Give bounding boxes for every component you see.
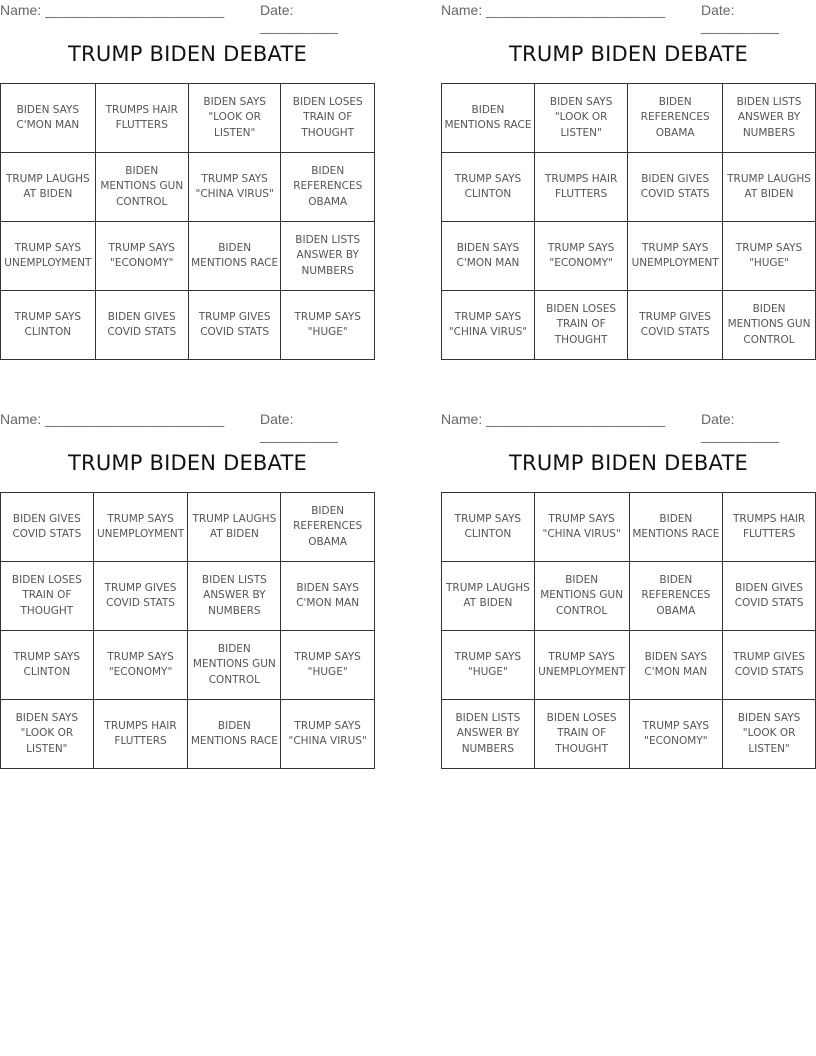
bingo-cell[interactable]: TRUMP GIVES COVID STATS xyxy=(628,291,723,360)
bingo-cell[interactable]: BIDEN MENTIONS RACE xyxy=(188,222,281,291)
bingo-cell[interactable]: BIDEN MENTIONS GUN CONTROL xyxy=(188,631,281,700)
bingo-cell[interactable]: TRUMP SAYS CLINTON xyxy=(1,631,94,700)
bingo-cell[interactable]: BIDEN LOSES TRAIN OF THOUGHT xyxy=(1,562,94,631)
bingo-cell[interactable]: TRUMPS HAIR FLUTTERS xyxy=(95,84,188,153)
bingo-cell[interactable]: TRUMP SAYS CLINTON xyxy=(442,493,535,562)
bingo-cell[interactable]: TRUMP SAYS UNEMPLOYMENT xyxy=(93,493,188,562)
grid-row xyxy=(1,153,375,222)
card-header xyxy=(441,0,816,34)
bingo-cell[interactable]: BIDEN GIVES COVID STATS xyxy=(723,562,816,631)
name-field[interactable]: Name: _______________________ xyxy=(0,2,225,18)
grid-row xyxy=(442,493,816,562)
bingo-cell[interactable]: BIDEN SAYS "LOOK OR LISTEN" xyxy=(723,700,816,769)
date-field[interactable]: Date: __________ xyxy=(260,2,338,34)
date-field[interactable]: Date: __________ xyxy=(260,411,338,443)
bingo-cell[interactable]: TRUMP SAYS "HUGE" xyxy=(442,631,535,700)
bingo-cell[interactable]: TRUMP SAYS "HUGE" xyxy=(281,291,375,360)
bingo-cell[interactable]: TRUMP SAYS UNEMPLOYMENT xyxy=(628,222,723,291)
grid-row xyxy=(442,631,816,700)
bingo-cell[interactable]: BIDEN REFERENCES OBAMA xyxy=(281,153,375,222)
bingo-cell[interactable]: TRUMP SAYS CLINTON xyxy=(442,153,535,222)
grid-row xyxy=(442,84,816,153)
bingo-cell[interactable]: BIDEN MENTIONS RACE xyxy=(629,493,723,562)
bingo-cell[interactable]: BIDEN REFERENCES OBAMA xyxy=(629,562,723,631)
grid-row xyxy=(1,700,375,769)
bingo-cell[interactable]: BIDEN LOSES TRAIN OF THOUGHT xyxy=(281,84,375,153)
bingo-cell[interactable]: BIDEN SAYS C'MON MAN xyxy=(1,84,96,153)
bingo-grid xyxy=(441,492,816,769)
bingo-cell[interactable]: BIDEN SAYS "LOOK OR LISTEN" xyxy=(1,700,94,769)
name-field[interactable]: Name: _______________________ xyxy=(441,411,666,427)
bingo-cell[interactable]: BIDEN SAYS C'MON MAN xyxy=(281,562,375,631)
grid-row xyxy=(1,493,375,562)
bingo-cell[interactable]: TRUMP SAYS "CHINA VIRUS" xyxy=(188,153,281,222)
bingo-cell[interactable]: BIDEN LISTS ANSWER BY NUMBERS xyxy=(188,562,281,631)
bingo-cell[interactable]: TRUMP SAYS "HUGE" xyxy=(723,222,816,291)
bingo-cell[interactable]: TRUMP SAYS UNEMPLOYMENT xyxy=(534,631,629,700)
bingo-cell[interactable]: BIDEN LISTS ANSWER BY NUMBERS xyxy=(723,84,816,153)
bingo-cell[interactable]: TRUMP GIVES COVID STATS xyxy=(188,291,281,360)
bingo-cell[interactable]: BIDEN LOSES TRAIN OF THOUGHT xyxy=(534,291,627,360)
bingo-cell[interactable]: BIDEN GIVES COVID STATS xyxy=(1,493,94,562)
bingo-grid xyxy=(0,492,375,769)
grid-row xyxy=(442,291,816,360)
bingo-cell[interactable]: TRUMP SAYS CLINTON xyxy=(1,291,96,360)
bingo-cell[interactable]: TRUMP SAYS "HUGE" xyxy=(281,631,375,700)
card-title: TRUMP BIDEN DEBATE xyxy=(68,451,307,475)
bingo-cell[interactable]: BIDEN REFERENCES OBAMA xyxy=(281,493,375,562)
bingo-cell[interactable]: TRUMPS HAIR FLUTTERS xyxy=(723,493,816,562)
card-header xyxy=(0,409,375,443)
bingo-cell[interactable]: TRUMP GIVES COVID STATS xyxy=(93,562,188,631)
bingo-cell[interactable]: TRUMP SAYS "CHINA VIRUS" xyxy=(534,493,629,562)
bingo-cell[interactable]: BIDEN SAYS "LOOK OR LISTEN" xyxy=(534,84,627,153)
grid-row xyxy=(442,222,816,291)
card-title: TRUMP BIDEN DEBATE xyxy=(509,451,748,475)
bingo-cell[interactable]: TRUMP SAYS "ECONOMY" xyxy=(629,700,723,769)
bingo-cell[interactable]: BIDEN LOSES TRAIN OF THOUGHT xyxy=(534,700,629,769)
name-field[interactable]: Name: _______________________ xyxy=(0,411,225,427)
name-field[interactable]: Name: _______________________ xyxy=(441,2,666,18)
bingo-cell[interactable]: TRUMPS HAIR FLUTTERS xyxy=(534,153,627,222)
bingo-cell[interactable]: TRUMP GIVES COVID STATS xyxy=(723,631,816,700)
bingo-cell[interactable]: BIDEN SAYS C'MON MAN xyxy=(442,222,535,291)
grid-row xyxy=(1,84,375,153)
bingo-cell[interactable]: TRUMP SAYS "ECONOMY" xyxy=(95,222,188,291)
bingo-cell[interactable]: BIDEN MENTIONS RACE xyxy=(188,700,281,769)
bingo-cell[interactable]: BIDEN SAYS "LOOK OR LISTEN" xyxy=(188,84,281,153)
bingo-cell[interactable]: BIDEN SAYS C'MON MAN xyxy=(629,631,723,700)
card-title: TRUMP BIDEN DEBATE xyxy=(68,42,307,66)
bingo-cell[interactable]: TRUMP LAUGHS AT BIDEN xyxy=(442,562,535,631)
grid-row xyxy=(442,562,816,631)
grid-row xyxy=(1,222,375,291)
bingo-grid xyxy=(441,83,816,360)
bingo-cell[interactable]: BIDEN GIVES COVID STATS xyxy=(628,153,723,222)
grid-row xyxy=(1,291,375,360)
bingo-cell[interactable]: BIDEN MENTIONS GUN CONTROL xyxy=(95,153,188,222)
bingo-cell[interactable]: TRUMP SAYS "ECONOMY" xyxy=(93,631,188,700)
grid-row xyxy=(1,631,375,700)
date-field[interactable]: Date: __________ xyxy=(701,411,779,443)
grid-row xyxy=(442,700,816,769)
bingo-cell[interactable]: BIDEN REFERENCES OBAMA xyxy=(628,84,723,153)
card-header xyxy=(0,0,375,34)
grid-row xyxy=(442,153,816,222)
bingo-cell[interactable]: BIDEN LISTS ANSWER BY NUMBERS xyxy=(442,700,535,769)
bingo-cell[interactable]: TRUMP LAUGHS AT BIDEN xyxy=(723,153,816,222)
bingo-cell[interactable]: BIDEN MENTIONS GUN CONTROL xyxy=(723,291,816,360)
bingo-cell[interactable]: TRUMP SAYS "ECONOMY" xyxy=(534,222,627,291)
bingo-cell[interactable]: BIDEN LISTS ANSWER BY NUMBERS xyxy=(281,222,375,291)
bingo-cell[interactable]: BIDEN MENTIONS RACE xyxy=(442,84,535,153)
bingo-cell[interactable]: TRUMP SAYS UNEMPLOYMENT xyxy=(1,222,96,291)
card-title: TRUMP BIDEN DEBATE xyxy=(509,42,748,66)
bingo-cell[interactable]: TRUMP SAYS "CHINA VIRUS" xyxy=(281,700,375,769)
grid-row xyxy=(1,562,375,631)
bingo-grid xyxy=(0,83,375,360)
bingo-cell[interactable]: BIDEN GIVES COVID STATS xyxy=(95,291,188,360)
bingo-cell[interactable]: TRUMP LAUGHS AT BIDEN xyxy=(1,153,96,222)
bingo-cell[interactable]: TRUMP SAYS "CHINA VIRUS" xyxy=(442,291,535,360)
date-field[interactable]: Date: __________ xyxy=(701,2,779,34)
bingo-cell[interactable]: TRUMPS HAIR FLUTTERS xyxy=(93,700,188,769)
bingo-cell[interactable]: TRUMP LAUGHS AT BIDEN xyxy=(188,493,281,562)
bingo-cell[interactable]: BIDEN MENTIONS GUN CONTROL xyxy=(534,562,629,631)
card-header xyxy=(441,409,816,443)
